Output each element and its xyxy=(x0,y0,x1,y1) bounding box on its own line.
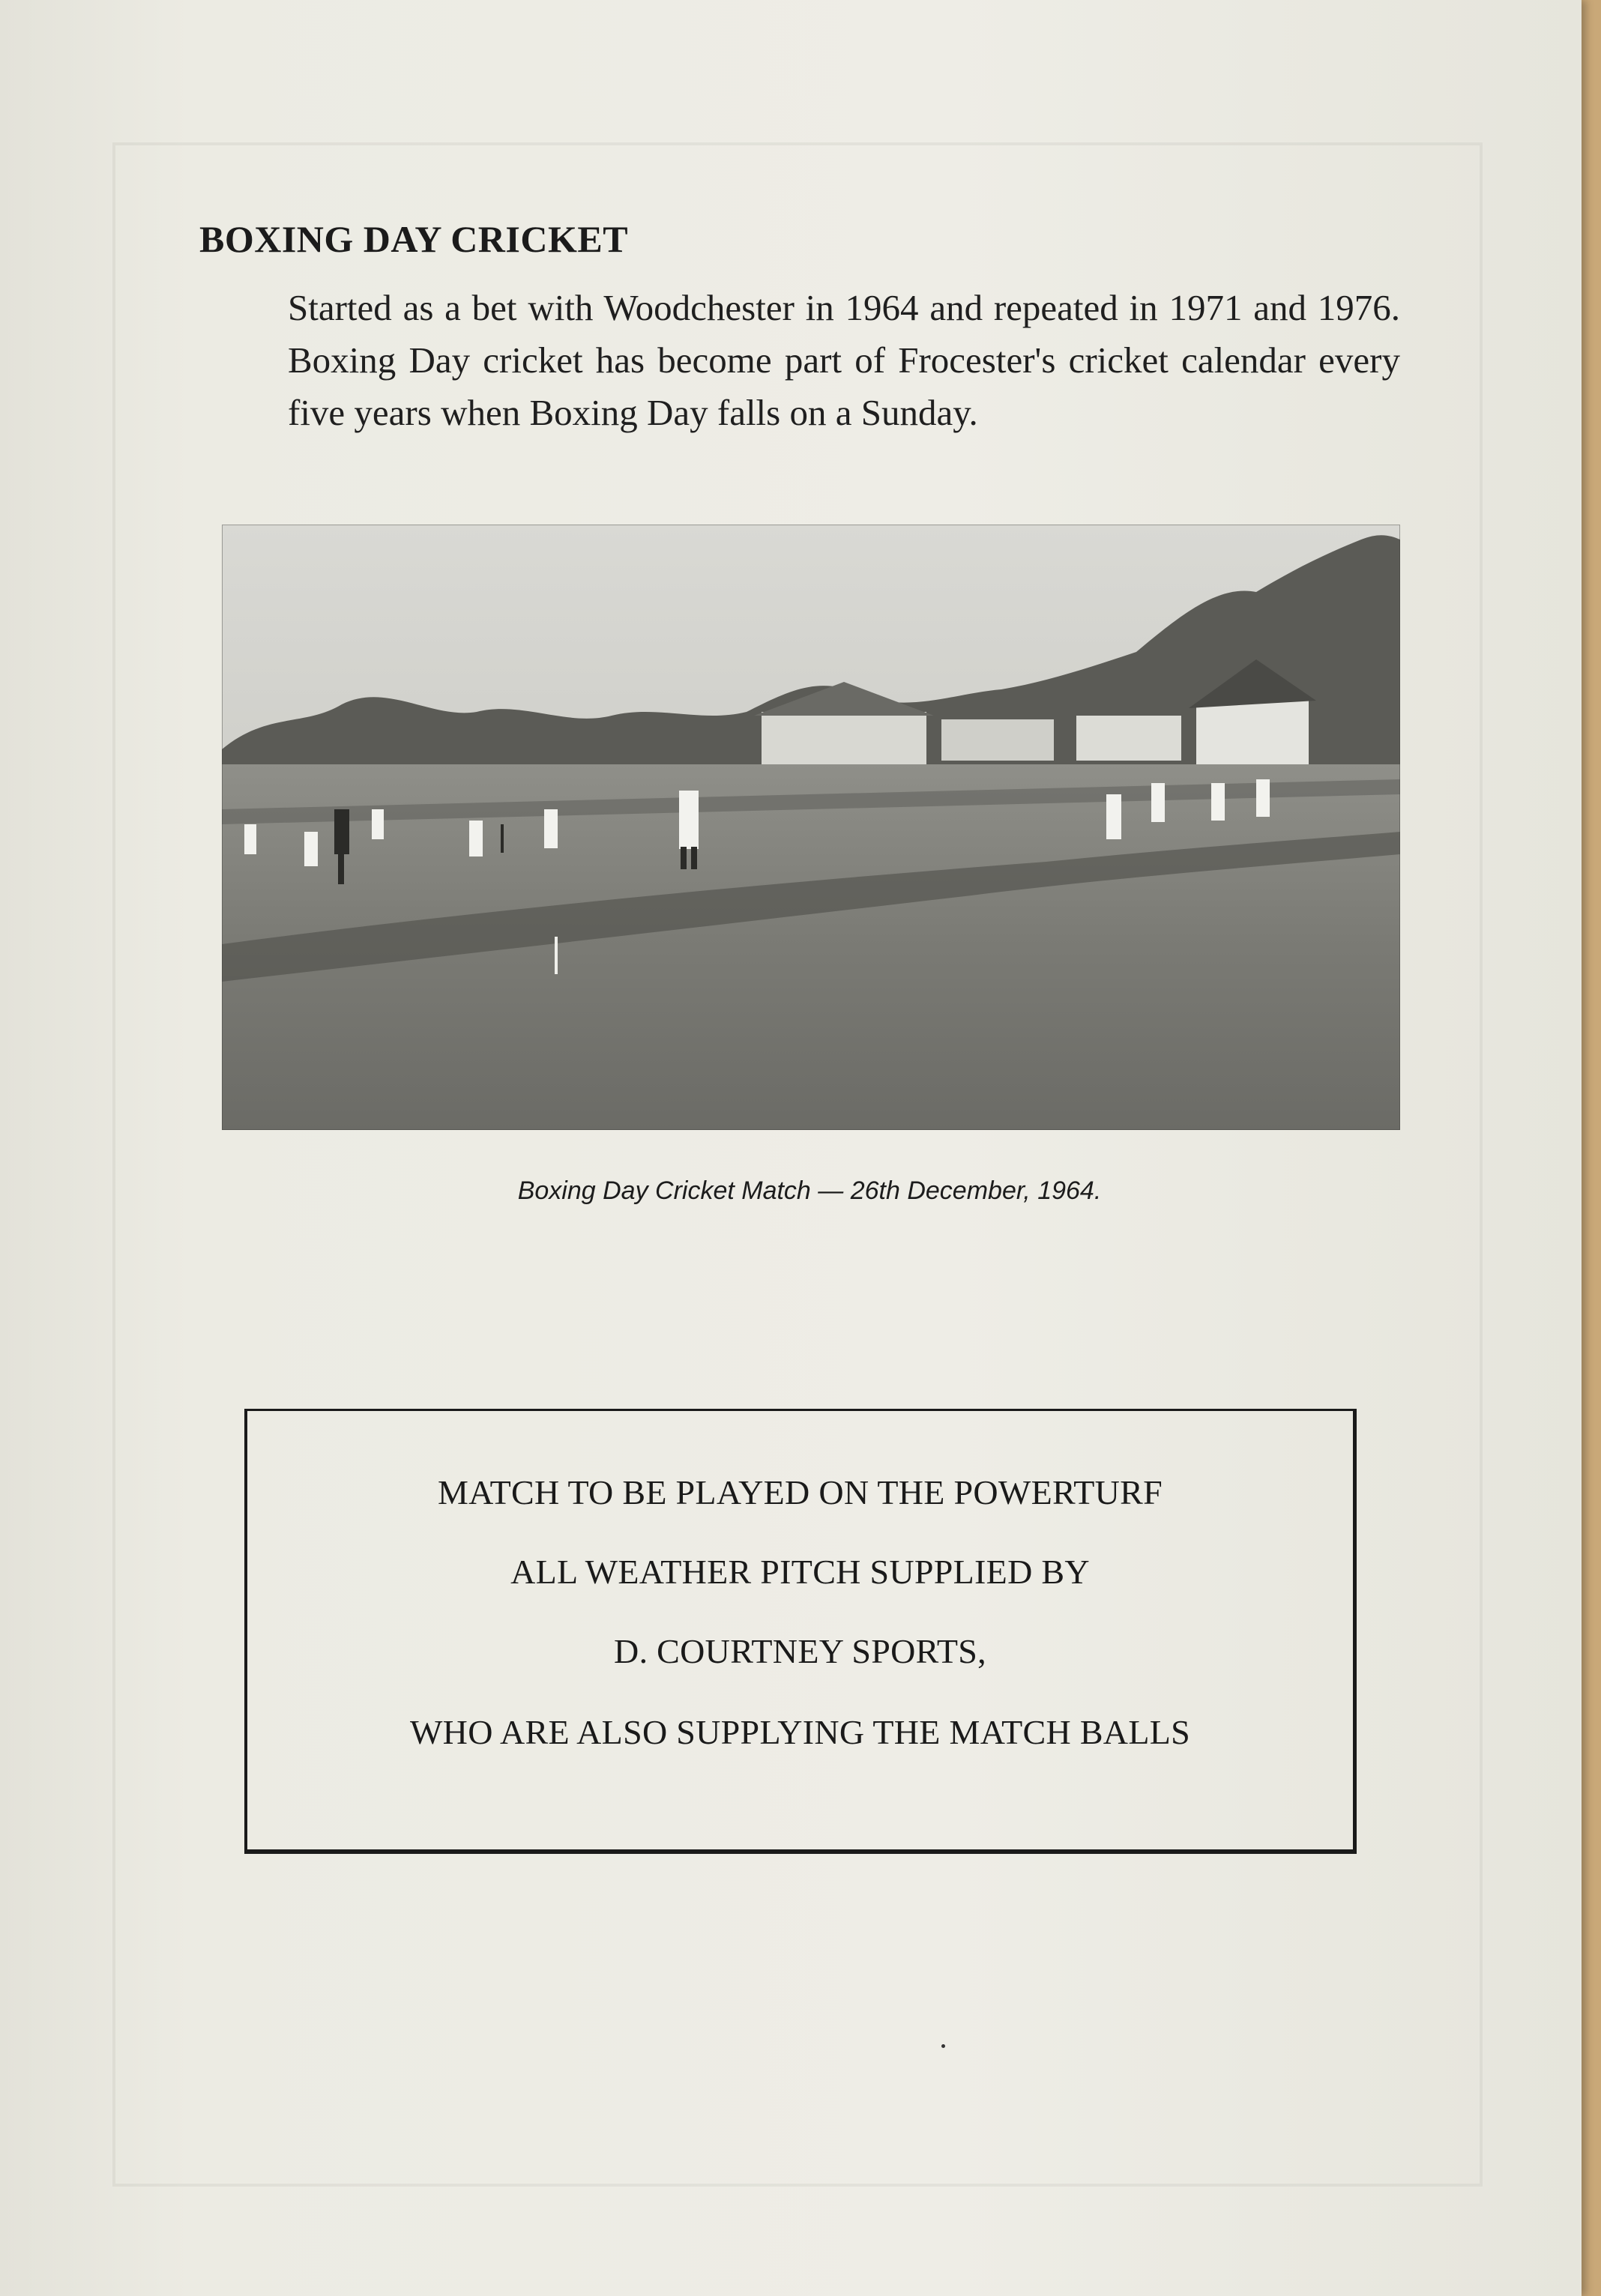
page-heading: BOXING DAY CRICKET xyxy=(199,218,629,260)
photo-caption: Boxing Day Cricket Match — 26th December, 1964. xyxy=(517,1176,1102,1205)
intro-paragraph: Started as a bet with Woodchester in 1964 and repeated in 1971 and 1976. Boxing Day cricket has become part of Frocester's cricket calendar every five years when Boxing Day falls on a Sunday. xyxy=(288,287,1400,433)
notice-line-2: ALL WEATHER PITCH SUPPLIED BY xyxy=(510,1553,1090,1591)
photo-image xyxy=(222,525,1400,1130)
notice-line-3: D. COURTNEY SPORTS, xyxy=(614,1632,986,1670)
cricket-match-photo xyxy=(222,525,1400,1130)
ink-speck xyxy=(941,2044,945,2048)
notice-line-1: MATCH TO BE PLAYED ON THE POWERTURF xyxy=(437,1473,1163,1511)
show-through-border xyxy=(112,142,1483,2187)
sponsor-notice-box xyxy=(244,1409,1357,1854)
notice-line-4: WHO ARE ALSO SUPPLYING THE MATCH BALLS xyxy=(409,1713,1191,1751)
